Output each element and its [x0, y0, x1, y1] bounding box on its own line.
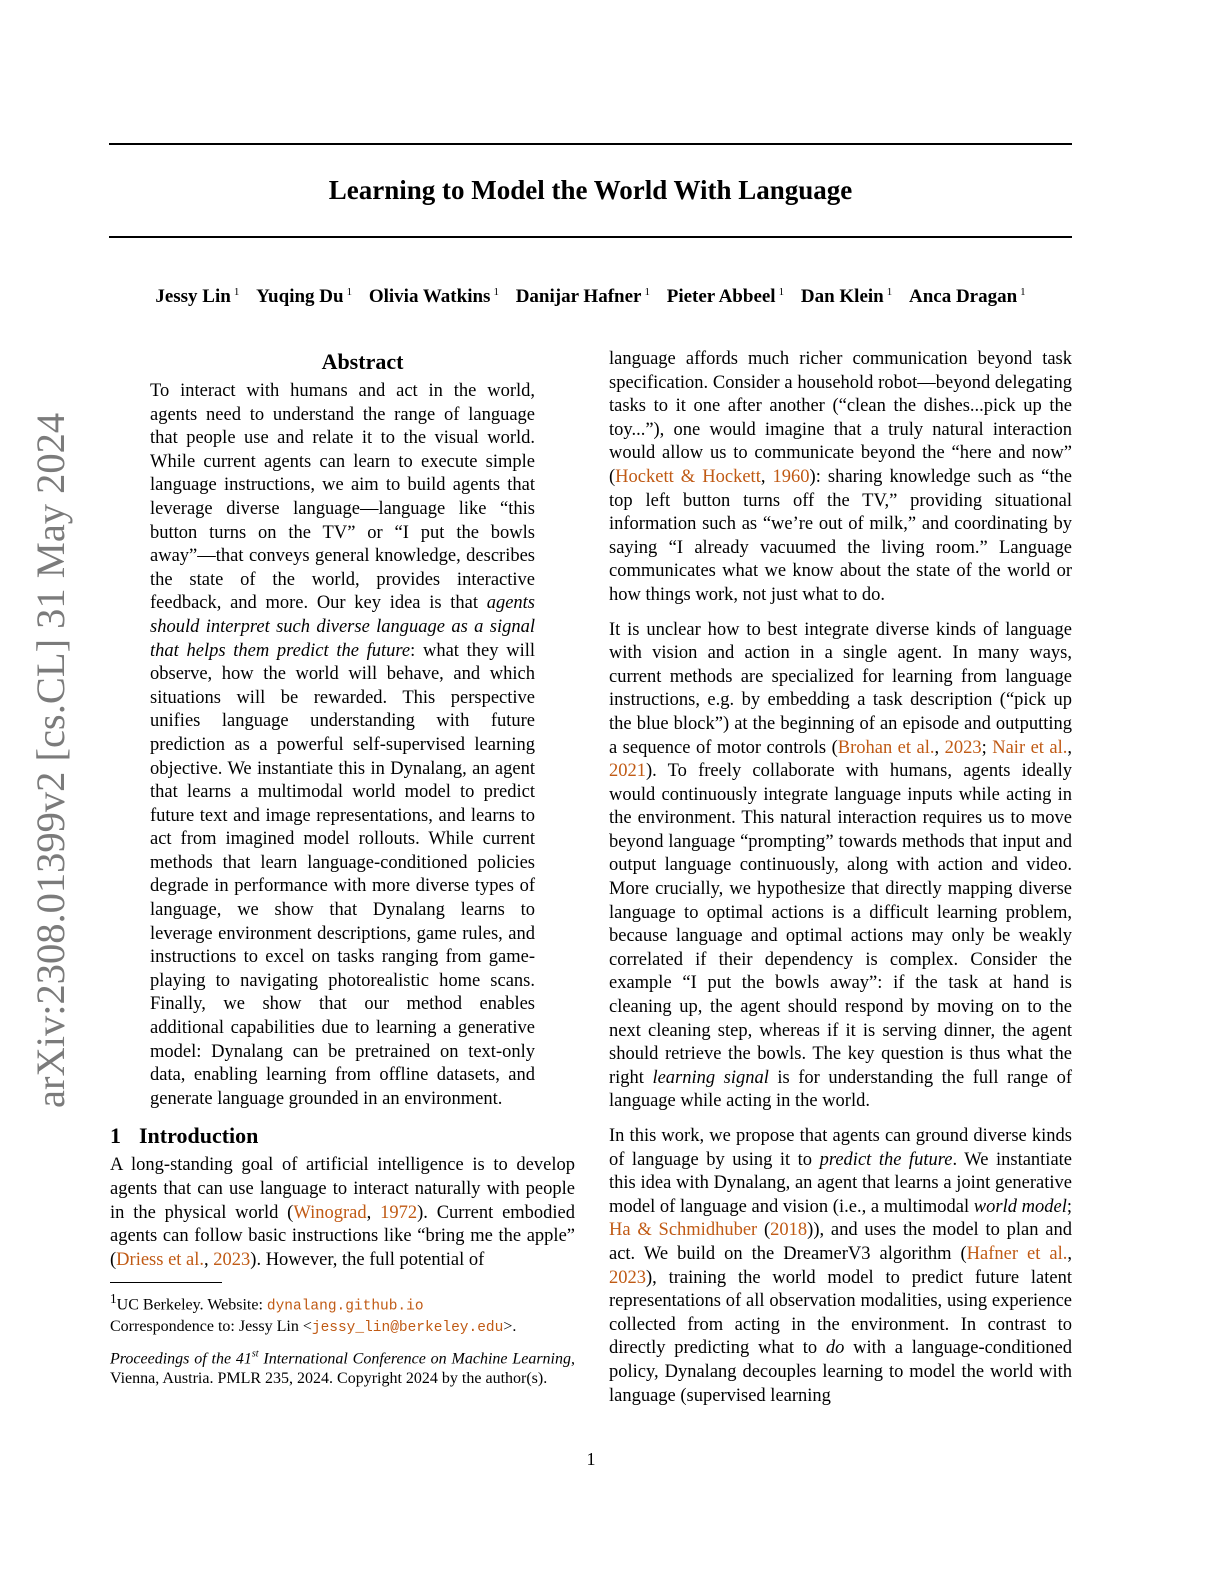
footnote-affiliation: [110, 1289, 575, 1316]
text-run: International Conference on Machine Learning: [258, 1350, 571, 1368]
citation-link[interactable]: Hockett & Hockett: [615, 466, 761, 487]
arxiv-identifier-stamp: arXiv:2308.01399v2 [cs.CL] 31 May 2024: [28, 412, 73, 1108]
citation-year-link[interactable]: 1972: [380, 1202, 418, 1223]
abstract-text-part: To interact with humans and act in the world, agents need to understand the range of language that people use and relate it to the visual world. While current agents can learn to execute simple language instructions, we aim to build agents that leverage diverse language—language like “this button turns on the TV” or “I put the bowls away”—that conveys general knowledge, describes the state of the world, provides interactive feedback, and more. Our key idea is that: [150, 381, 535, 614]
paper-title: Learning to Model the World With Language: [328, 175, 853, 205]
text-run: ;: [1066, 1196, 1073, 1217]
text-run: ,: [1067, 737, 1073, 758]
email-link[interactable]: jessy_lin@berkeley.edu: [311, 1319, 504, 1336]
emphasis: world model: [973, 1196, 1067, 1217]
author-name: Anca Dragan: [908, 286, 1018, 307]
author: [667, 286, 784, 307]
text-run: UC Berkeley. Website:: [116, 1296, 267, 1314]
affiliation-marker: 1: [346, 286, 353, 298]
text-run: ;: [981, 737, 993, 758]
intro-paragraph: [110, 1154, 575, 1272]
text-run: In this work, we propose that agents can ground diverse kinds of language by using it to: [609, 1126, 1072, 1170]
text-run: ). However, the full potential of: [250, 1249, 485, 1270]
author: [155, 286, 239, 307]
text-run: is for understanding the full range of language while acting in the world.: [609, 1067, 1072, 1112]
title-bottom-rule: [109, 236, 1072, 238]
text-run: ,: [366, 1202, 381, 1223]
citation-year-link[interactable]: 1960: [772, 466, 810, 487]
abstract-text-part: : what they will observe, how the world will behave, and which situations will be rewarded. This perspective unifies language understanding with future prediction as a powerful self-supervised learning objective. We instantiate this in Dynalang, an agent that learns a multimodal world model to predict future text and image representations, and learns to act from imagined model rollouts. While current methods that learn language-conditioned policies degrade in performance with more diverse types of language, we show that Dynalang learns to leverage environment descriptions, game rules, and instructions to excel on tasks ranging from game-playing to navigating photorealistic home scans. Finally, we show that our method enables additional capabilities due to learning a generative model: Dynalang can be pretrained on text-only data, enabling learning from offline datasets, and generate language grounded in an environment.: [150, 640, 535, 1109]
citation-link[interactable]: Nair et al.: [992, 737, 1068, 758]
abstract-emphasis: agents should interpret such diverse language as a signal that helps them predict the future: [150, 593, 535, 661]
intro-paragraph: [609, 619, 1072, 1114]
emphasis: do: [825, 1338, 845, 1359]
affiliation-marker: 1: [1020, 286, 1026, 298]
affiliation-marker: 1: [493, 286, 499, 298]
author-name: Jessy Lin: [155, 286, 231, 307]
abstract-heading: Abstract: [321, 349, 404, 374]
citation-link[interactable]: Winograd: [293, 1202, 367, 1223]
citation-year-link[interactable]: 2018: [770, 1220, 808, 1241]
text-run: Proceedings of the 41: [110, 1350, 252, 1368]
emphasis: learning signal: [652, 1067, 769, 1088]
citation-year-link[interactable]: 2023: [609, 1267, 646, 1288]
author-list: [109, 279, 1072, 310]
intro-paragraph: [609, 348, 1072, 608]
author-name: Dan Klein: [800, 286, 884, 307]
author-name: Pieter Abbeel: [666, 286, 776, 307]
section-heading-introduction: [110, 1122, 575, 1150]
text-run: It is unclear how to best integrate diverse kinds of language with vision and action in a single agent. In many ways, current methods are specialized for learning from language instructions, e.g. by embedding a task description (“pick up the blue block”) at the beginning of an episode and outputting a sequence of motor controls (: [609, 619, 1072, 758]
section-title: Introduction: [139, 1123, 259, 1149]
text-run: ,: [760, 466, 773, 487]
author-name: Olivia Watkins: [368, 286, 491, 307]
citation-year-link[interactable]: 2021: [609, 761, 646, 782]
text-run: ,: [934, 737, 945, 758]
author: [516, 286, 650, 307]
author: [369, 286, 499, 307]
text-run: >.: [503, 1317, 517, 1335]
author: [801, 286, 892, 307]
citation-link[interactable]: Hafner et al.: [966, 1243, 1068, 1264]
left-column: [110, 348, 575, 1389]
text-run: (: [757, 1220, 771, 1241]
text-run: Correspondence to: Jessy Lin <: [110, 1317, 312, 1335]
citation-link[interactable]: Ha & Schmidhuber: [609, 1220, 758, 1241]
affiliation-marker: 1: [778, 286, 785, 298]
author-name: Yuqing Du: [256, 286, 344, 307]
affiliation-marker: 1: [644, 286, 650, 298]
text-run: ,: [204, 1249, 214, 1270]
affiliation-marker: 1: [233, 286, 240, 298]
page-number: 1: [586, 1449, 596, 1469]
section-number: 1: [110, 1123, 121, 1149]
text-run: ), training the world model to predict future latent representations of all observation modalities, using experience collected from acting in the environment. In contrast to directly predicting what to: [609, 1267, 1072, 1359]
ordinal-suffix: st: [251, 1348, 259, 1360]
text-run: ,: [1067, 1243, 1072, 1264]
website-link[interactable]: dynalang.github.io: [266, 1298, 424, 1315]
citation-link[interactable]: Driess et al.: [116, 1249, 205, 1270]
text-run: with a language-conditioned policy, Dynalang decouples learning to model the world with language (supervised learning: [609, 1338, 1072, 1406]
footnote-divider: [110, 1282, 222, 1283]
footnote-marker: 1: [110, 1291, 117, 1307]
right-column: [609, 348, 1072, 1408]
text-run: A long-standing goal of artificial intelligence is to develop agents that can use language to interact naturally with people in the physical world (: [110, 1155, 575, 1223]
abstract-body: [150, 380, 535, 1111]
title-top-rule: [109, 143, 1072, 145]
citation-year-link[interactable]: 2023: [944, 737, 982, 758]
text-run: )), and uses the model to plan and act. We build on the DreamerV3 algorithm (: [609, 1220, 1072, 1264]
text-run: ). To freely collaborate with humans, agents ideally would continuously integrate language inputs while acting in the environment. This natural interaction requires us to move beyond language “prompting” towards methods that input and output language continuously, along with action and video. More crucially, we hypothesize that directly mapping diverse language to optimal actions is a difficult learning problem, because language and optimal actions may only be weakly correlated if their dependency is complex. Consider the example “I put the bowls away”: if the task at hand is cleaning up, the agent should respond by moving on to the next cleaning step, whereas if it is serving dinner, the agent should retrieve the bowls. The key question is thus what the right: [609, 761, 1072, 1088]
text-run: . We instantiate this idea with Dynalang, an agent that learns a joint generative model of language and vision (i.e., a multimodal: [609, 1149, 1073, 1217]
text-run: language affords much richer communication beyond task specification. Consider a household robot—beyond delegating tasks to it one after another (“clean the dishes...pick up the toy...”), one would imagine that a truly natural interaction would allow us to communicate beyond the “here and now” (: [609, 349, 1072, 487]
intro-paragraph: [609, 1125, 1072, 1408]
citation-year-link[interactable]: 2023: [213, 1249, 251, 1270]
footnote-proceedings: [110, 1345, 575, 1389]
author: [256, 286, 352, 307]
text-run: ): sharing knowledge such as “the top left button turns off the TV,” providing situational information such as “we’re out of milk,” and coordinating by saying “I already vacuumed the living room.” Language communicates what we know about the state of the world or how things work, not just what to do.: [609, 466, 1072, 605]
text-run: ). Current embodied agents can follow basic instructions like “bring me the apple” (: [110, 1202, 576, 1270]
affiliation-marker: 1: [886, 286, 893, 298]
author: [909, 286, 1026, 307]
text-run: , Vienna, Austria. PMLR 235, 2024. Copyright 2024 by the author(s).: [110, 1350, 575, 1388]
author-name: Danijar Hafner: [515, 286, 642, 307]
emphasis: predict the future: [819, 1149, 953, 1170]
footnote-correspondence: [110, 1317, 575, 1338]
citation-link[interactable]: Brohan et al.: [837, 737, 935, 758]
